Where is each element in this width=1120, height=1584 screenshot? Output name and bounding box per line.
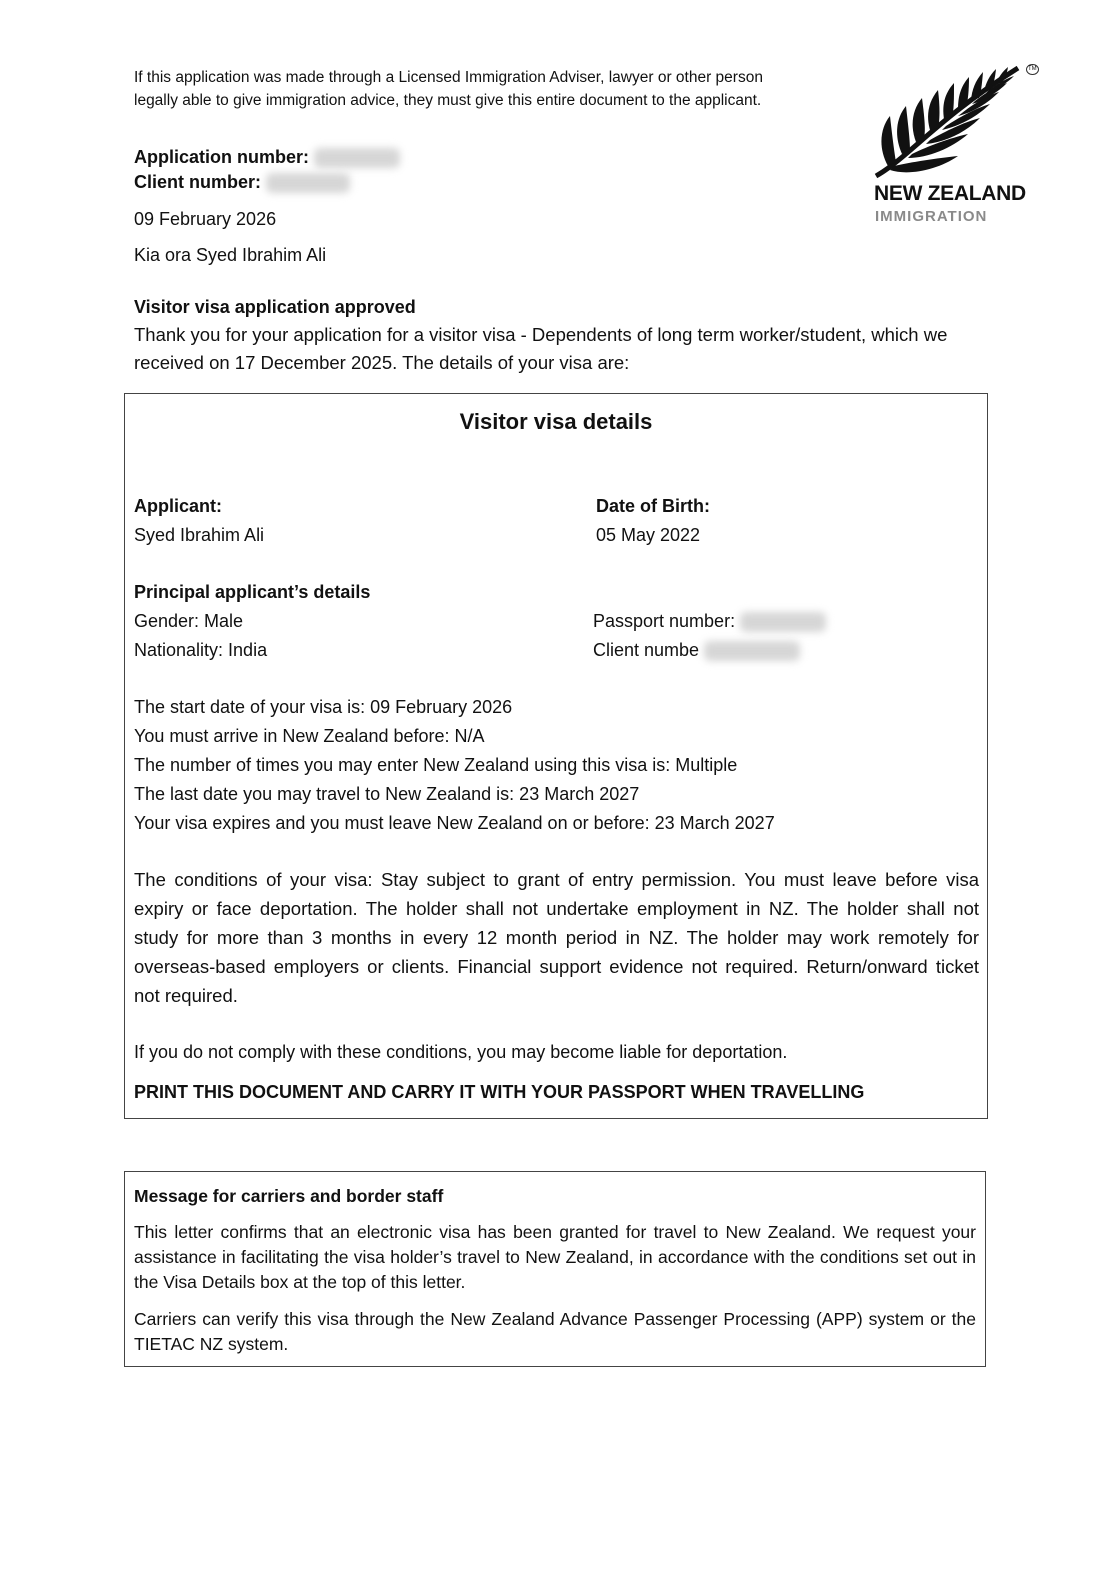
visa-details-box xyxy=(124,393,988,1119)
dob-value: 05 May 2022 xyxy=(596,525,701,545)
carriers-message-box xyxy=(124,1171,986,1367)
client-number-redacted xyxy=(266,173,350,193)
application-number xyxy=(134,145,400,169)
nz-immigration-logo xyxy=(868,58,1044,234)
adviser-notice xyxy=(134,66,854,112)
adviser-notice-line-2: legally able to give immigration advice, they must give this entire document to the applicant. xyxy=(134,92,762,109)
approval-text-line-1: Thank you for your application for a visitor visa - Dependents of long term worker/student, which we xyxy=(134,324,948,345)
nationality: Nationality: India xyxy=(134,640,268,660)
letter-date: 09 February 2026 xyxy=(134,209,277,229)
visa-start-date: The start date of your visa is: 09 February 2026 xyxy=(134,697,513,717)
logo-text-new-zealand: NEW ZEALAND xyxy=(874,182,1026,205)
principal-client-number-redacted xyxy=(704,641,800,661)
passport-number xyxy=(593,609,826,633)
visa-conditions: The conditions of your visa: Stay subject to grant of entry permission. You must leave before visa expiry or face deportation. The holder shall not undertake employment in NZ. The holder shall not study for more than 3 months in every 12 month period in NZ. The holder may work remotely for overseas-based employers or clients. Financial support evidence not required. Return/onward ticket not required. xyxy=(134,869,979,1006)
approval-heading: Visitor visa application approved xyxy=(134,297,416,317)
carriers-paragraph-2: Carriers can verify this visa through the New Zealand Advance Passenger Processing (APP) system or the TIETAC NZ system. xyxy=(134,1309,976,1354)
principal-client-number-label: Client numbe xyxy=(593,640,700,660)
adviser-notice-line-1: If this application was made through a Licensed Immigration Adviser, lawyer or other person xyxy=(134,69,763,86)
applicant-name: Syed Ibrahim Ali xyxy=(134,525,265,545)
applicant-label: Applicant: xyxy=(134,496,222,516)
visa-expiry: Your visa expires and you must leave New Zealand on or before: 23 March 2027 xyxy=(134,813,775,833)
principal-client-number xyxy=(593,638,800,662)
logo-text-immigration: IMMIGRATION xyxy=(875,208,988,225)
trademark-mark: TM xyxy=(1026,64,1039,75)
principal-applicant-heading: Principal applicant’s details xyxy=(134,582,371,602)
dob-label: Date of Birth: xyxy=(596,496,710,516)
application-number-label: Application number: xyxy=(134,147,309,167)
arrive-before: You must arrive in New Zealand before: N/A xyxy=(134,726,485,746)
carriers-heading: Message for carriers and border staff xyxy=(134,1186,444,1206)
compliance-warning: If you do not comply with these conditions, you may become liable for deportation. xyxy=(134,1042,788,1062)
client-number-label: Client number: xyxy=(134,172,262,192)
number-of-entries: The number of times you may enter New Zealand using this visa is: Multiple xyxy=(134,755,738,775)
greeting: Kia ora Syed Ibrahim Ali xyxy=(134,245,327,265)
print-notice: PRINT THIS DOCUMENT AND CARRY IT WITH YOUR PASSPORT WHEN TRAVELLING xyxy=(134,1082,865,1102)
last-travel-date: The last date you may travel to New Zealand is: 23 March 2027 xyxy=(134,784,640,804)
visa-details-title: Visitor visa details xyxy=(459,409,653,434)
silver-fern-icon xyxy=(868,58,1044,188)
passport-number-redacted xyxy=(740,612,826,632)
carriers-paragraph-1: This letter confirms that an electronic visa has been granted for travel to New Zealand. We request your assistance in facilitating the visa holder’s travel to New Zealand, in accordance with the conditions set out in the Visa Details box at the top of this letter. xyxy=(134,1222,976,1292)
client-number xyxy=(134,170,350,194)
passport-number-label: Passport number: xyxy=(593,611,736,631)
application-number-redacted xyxy=(314,148,400,168)
approval-text-line-2: received on 17 December 2025. The details of your visa are: xyxy=(134,352,630,373)
gender: Gender: Male xyxy=(134,611,244,631)
